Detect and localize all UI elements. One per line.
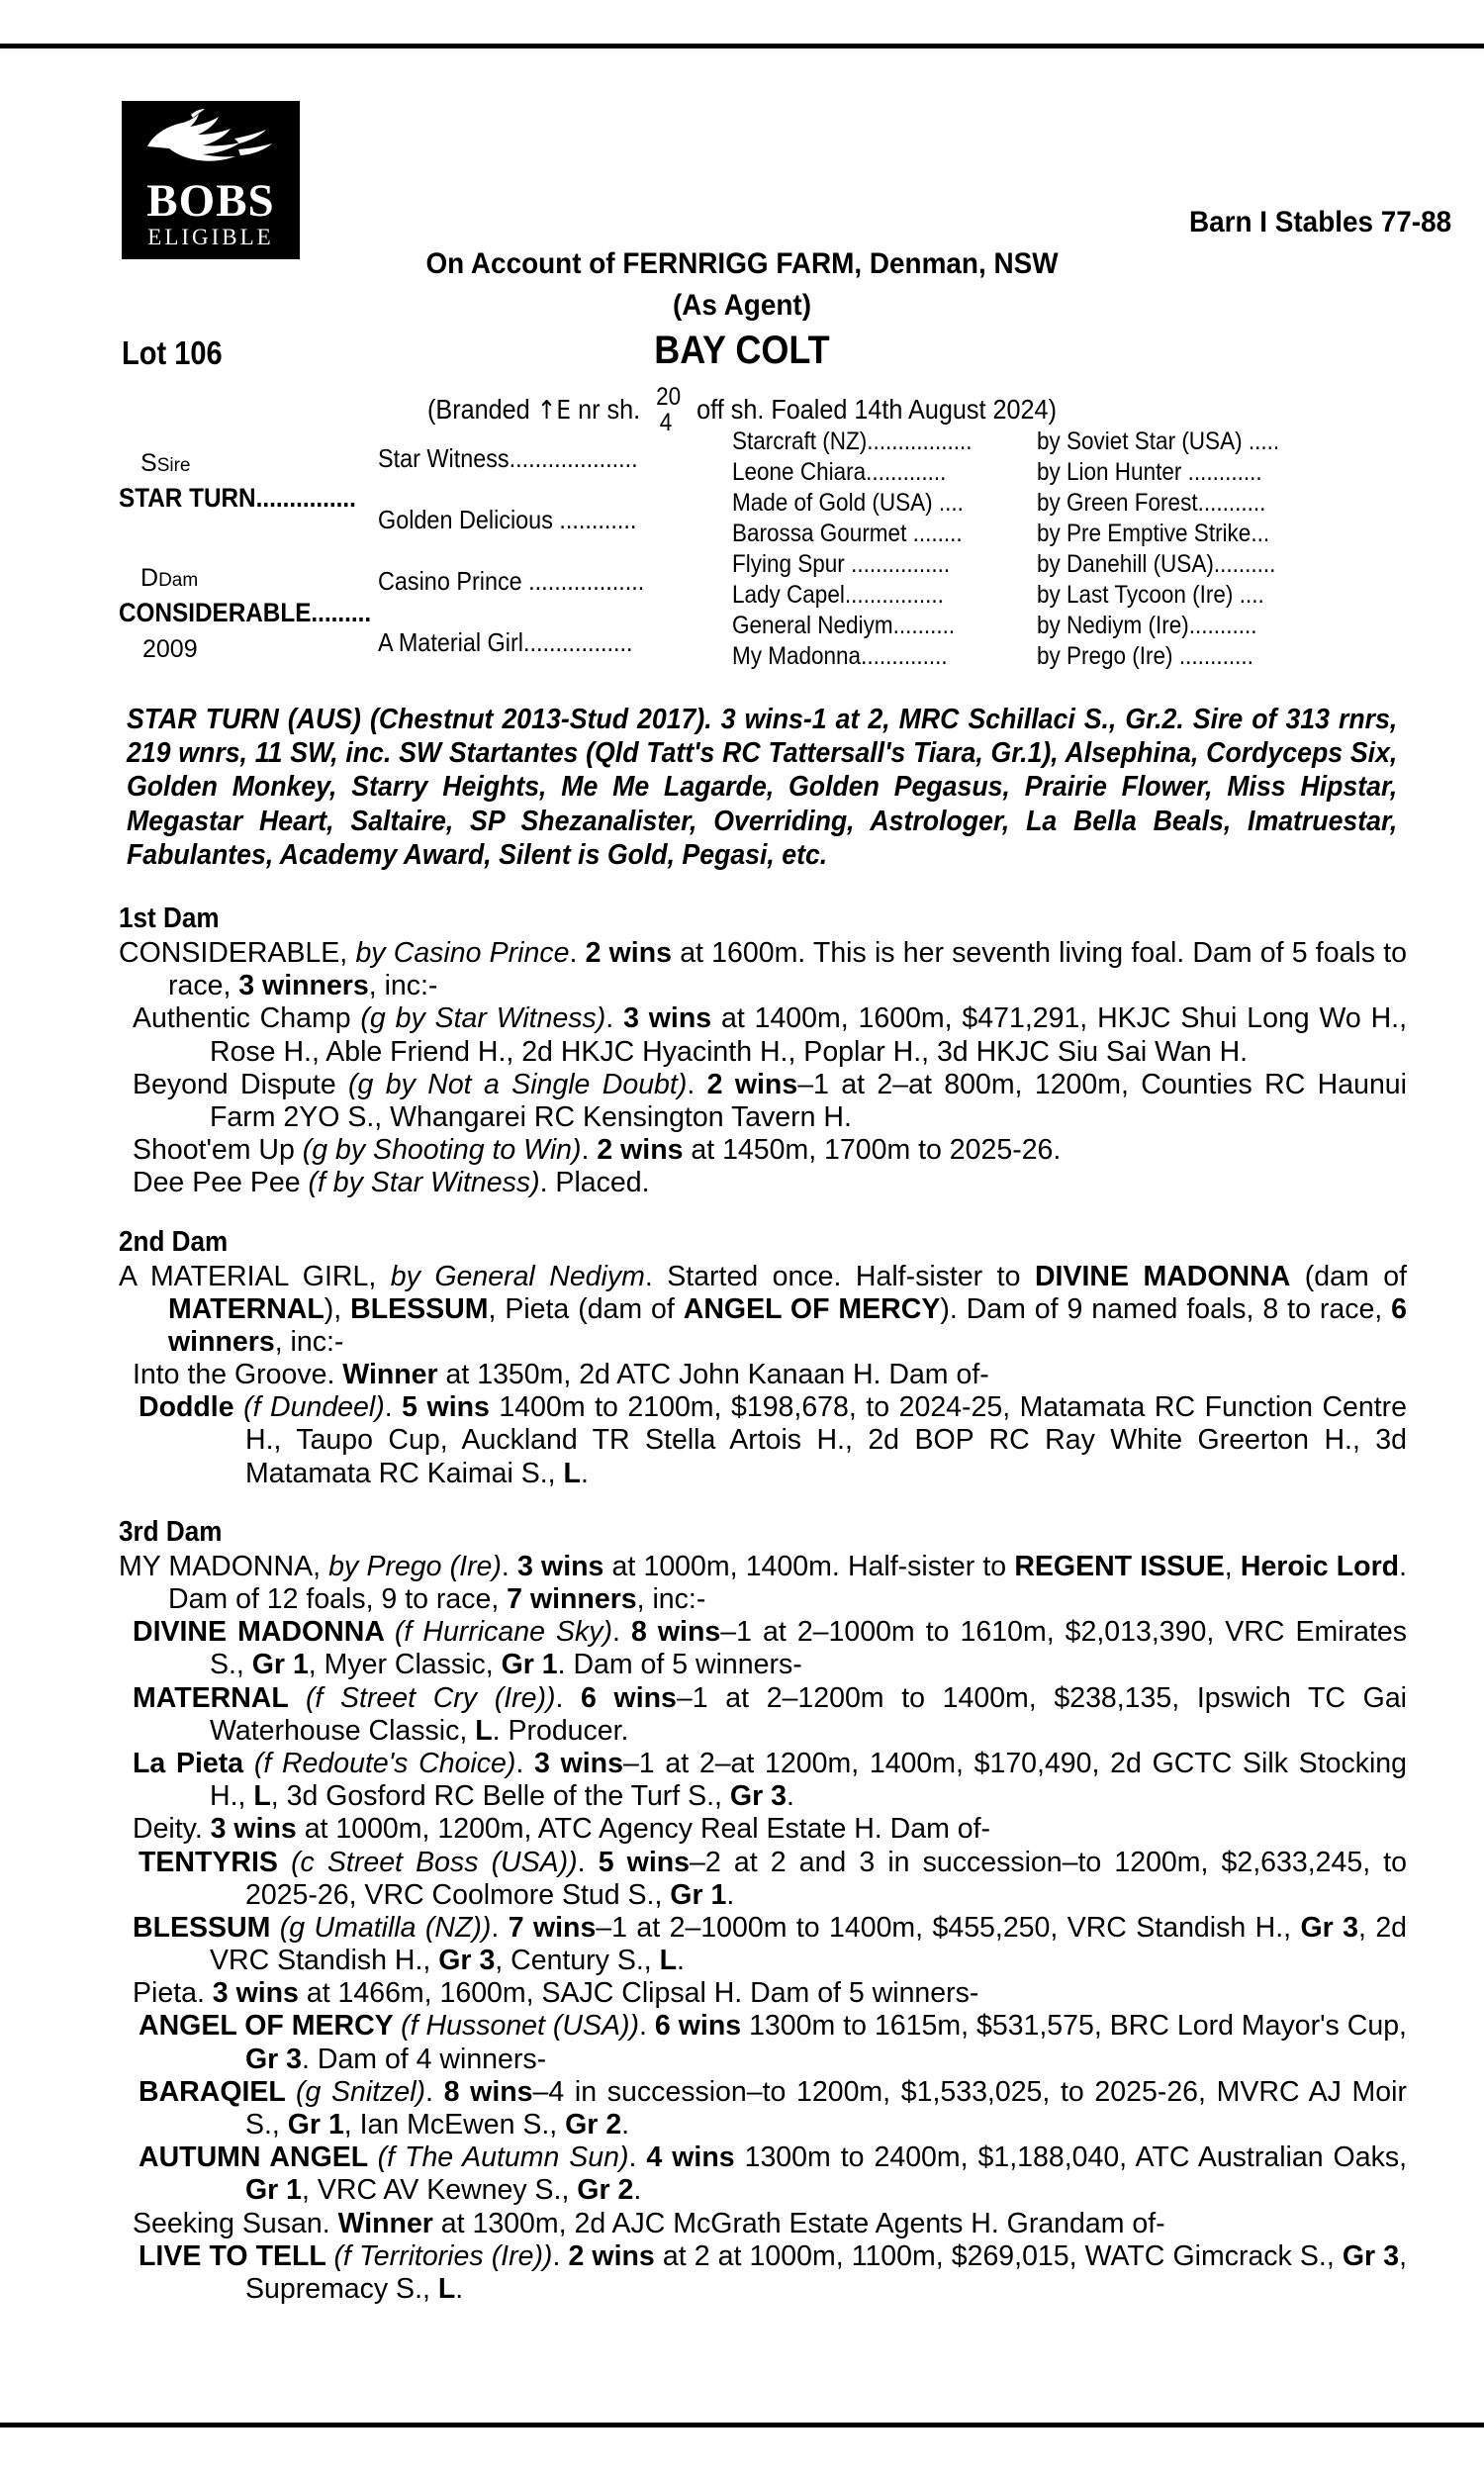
entry-text: , Supremacy S., bbox=[245, 2239, 1407, 2305]
gen3-name: General Nediym bbox=[732, 612, 893, 639]
gen3-entry bbox=[732, 458, 970, 487]
emphasis-bold: L bbox=[659, 1945, 678, 1977]
gen3-dots: ............. bbox=[866, 458, 947, 486]
barn-stables-label: Barn I Stables 77-88 bbox=[1188, 206, 1451, 238]
pedigree-entry bbox=[119, 1359, 1407, 1391]
entry-text: , Ian McEwen S., bbox=[343, 2109, 566, 2141]
pedigree-entry bbox=[119, 1912, 1407, 1977]
emphasis-bold: L bbox=[437, 2272, 456, 2305]
emphasis-bold: DIVINE MADONNA bbox=[133, 1616, 395, 1649]
entry-text: . bbox=[633, 2174, 642, 2207]
entry-text: Deity. bbox=[133, 1813, 211, 1846]
gen2-dots: .................... bbox=[509, 443, 638, 473]
entry-text: , 2d VRC Standish H., bbox=[210, 1911, 1408, 1977]
emphasis-bold: L bbox=[475, 1714, 493, 1747]
page-title: BAY COLT bbox=[654, 329, 830, 372]
emphasis-italic: (f Hurricane Sky) bbox=[394, 1616, 612, 1649]
entry-text: Authentic Champ bbox=[133, 1002, 361, 1035]
entry-text: 1300m to 1615m, $531,575, BRC Lord Mayor's Cup, bbox=[741, 2010, 1407, 2043]
emphasis-bold: Gr 1 bbox=[245, 2174, 303, 2207]
entry-text: . bbox=[552, 2239, 569, 2272]
emphasis-italic: (f The Autumn Sun) bbox=[377, 2141, 629, 2174]
emphasis-bold: 3 wins bbox=[210, 1813, 297, 1846]
pedigree-entry bbox=[119, 1391, 1407, 1490]
gen2-entry bbox=[378, 627, 661, 658]
gen3-dots: ................ bbox=[844, 581, 944, 609]
entry-text: at 1300m, 2d AJC McGrath Estate Agents H. Grandam of- bbox=[432, 2207, 1165, 2239]
pedigree-entry bbox=[119, 1977, 1407, 2010]
pedigree-entry bbox=[119, 1261, 1407, 1360]
entry-text: , VRC AV Kewney S., bbox=[302, 2174, 578, 2207]
emphasis-bold: Gr 2 bbox=[565, 2109, 622, 2141]
entry-text: . bbox=[621, 2109, 630, 2141]
emphasis-italic: (f Street Cry (Ire)) bbox=[305, 1681, 556, 1714]
gen3-name: Leone Chiara bbox=[732, 458, 867, 486]
page-header bbox=[0, 59, 1484, 436]
sire-summary: STAR TURN (AUS) (Chestnut 2013-Stud 2017). 3 wins-1 at 2, MRC Schillaci S., Gr.2. Sire of 313 rnrs, 219 wnrs, 11 SW, inc. SW Startantes (Qld Tatt's RC Tattersall's Tiara, Gr.1), Alsephina, Cordyceps Six, Golden Monkey, Starry Heights, Me Me Lagarde, Golden Pegasus, Prairie Flower, Miss Hipstar, Megastar Heart, Saltaire, SP Shezanalister, Overriding, Astrologer, La Bella Beals, Imatruestar, Fabulantes, Academy Award, Silent is Gold, Pegasi, etc. bbox=[127, 704, 1398, 871]
dam-heading: 1st Dam bbox=[119, 903, 220, 934]
emphasis-bold: 3 wins bbox=[517, 1550, 604, 1582]
gen3-by-name: by Nediym (Ire) bbox=[1037, 612, 1189, 639]
emphasis-bold: 2 wins bbox=[597, 1134, 684, 1167]
gen3-by-dots: ........... bbox=[1188, 612, 1257, 639]
emphasis-bold: Gr 2 bbox=[577, 2174, 634, 2207]
gen3-by-name: by Pre Emptive Strike bbox=[1037, 520, 1252, 547]
pedigree-entry bbox=[119, 2141, 1407, 2207]
pedigree-table bbox=[0, 428, 1484, 690]
entry-text: , inc:- bbox=[368, 970, 438, 1002]
emphasis-bold: AUTUMN ANGEL bbox=[139, 2141, 378, 2174]
entry-text: ), bbox=[324, 1292, 351, 1325]
entry-text: MY MADONNA, bbox=[119, 1550, 329, 1582]
gen3-dots: ................ bbox=[851, 550, 951, 578]
entry-text: . bbox=[425, 2075, 444, 2108]
brand-mark-glyph: ↑E bbox=[536, 395, 572, 426]
emphasis-bold: 4 wins bbox=[646, 2141, 735, 2174]
gen2-entry bbox=[378, 566, 674, 597]
pedigree-entry bbox=[119, 1813, 1407, 1846]
horse-head-icon bbox=[139, 109, 283, 180]
gen3-by-name: by Last Tycoon (Ire) bbox=[1037, 581, 1234, 609]
pedigree-entry bbox=[119, 1069, 1407, 1134]
emphasis-bold: 5 wins bbox=[402, 1391, 490, 1424]
sire-name-row bbox=[119, 485, 383, 512]
entry-text: . bbox=[555, 1681, 582, 1714]
pedigree-entry bbox=[119, 2076, 1407, 2141]
entry-text: . bbox=[611, 1616, 631, 1649]
emphasis-italic: by General Nediym bbox=[390, 1260, 645, 1292]
sire-label: SSire bbox=[140, 449, 191, 477]
dam-heading: 2nd Dam bbox=[119, 1225, 229, 1258]
branding-suffix: off sh. Foaled 14th August 2024) bbox=[696, 393, 1057, 425]
entry-text: . bbox=[726, 1878, 735, 1911]
gen3-by-entry bbox=[1037, 612, 1281, 640]
gen3-by-entry bbox=[1037, 520, 1295, 548]
emphasis-bold: 3 winners bbox=[238, 970, 369, 1002]
emphasis-bold: BARAQIEL bbox=[139, 2075, 296, 2108]
entry-text: –4 in succession–to 1200m, $1,533,025, to 2025-26, MVRC AJ Moir S., bbox=[245, 2075, 1407, 2141]
emphasis-bold: Gr 1 bbox=[670, 1878, 727, 1911]
emphasis-bold: La Pieta bbox=[133, 1747, 254, 1779]
gen3-entry bbox=[732, 520, 987, 548]
emphasis-bold: Winner bbox=[337, 2207, 433, 2239]
entry-text: , 3d Gosford RC Belle of the Turf S., bbox=[270, 1780, 730, 1813]
entry-text: . Placed. bbox=[539, 1167, 650, 1199]
entry-text: at 1000m, 1400m. Half-sister to bbox=[603, 1550, 1015, 1582]
pedigree-entry bbox=[119, 1002, 1407, 1068]
gen2-dots: ................. bbox=[522, 627, 633, 657]
emphasis-bold: LIVE TO TELL bbox=[139, 2239, 334, 2272]
entry-text: at 1000m, 1200m, ATC Agency Real Estate H. Dam of- bbox=[296, 1813, 990, 1846]
emphasis-italic: (f by Star Witness) bbox=[308, 1167, 540, 1199]
logo-sub-text: ELIGIBLE bbox=[147, 225, 274, 249]
brand-fraction-numerator: 20 bbox=[656, 383, 682, 411]
entry-text: . bbox=[628, 2141, 647, 2174]
lot-number: Lot 106 bbox=[122, 334, 223, 371]
emphasis-italic: (g by Star Witness) bbox=[360, 1002, 606, 1035]
gen3-by-entry bbox=[1037, 458, 1287, 487]
emphasis-bold: Gr 3 bbox=[245, 2043, 303, 2075]
dam-label-text: Dam bbox=[158, 570, 199, 591]
entry-text: , Century S., bbox=[495, 1945, 660, 1977]
gen3-by-dots: ..... bbox=[1248, 428, 1280, 455]
gen3-by-name: by Prego (Ire) bbox=[1037, 642, 1173, 670]
sire-name: STAR TURN bbox=[119, 483, 256, 513]
gen3-by-name: by Danehill (USA) bbox=[1037, 550, 1214, 578]
entry-text: Beyond Dispute bbox=[133, 1068, 349, 1100]
entry-text: –1 at 2–1000m to 1610m, $2,013,390, VRC Emirates S., bbox=[210, 1616, 1407, 1681]
entry-text: –1 at 2–1000m to 1400m, $455,250, VRC Standish H., bbox=[596, 1911, 1301, 1944]
emphasis-bold: REGENT ISSUE bbox=[1014, 1550, 1225, 1582]
brand-fraction-denominator: 4 bbox=[659, 408, 673, 436]
gen3-by-entry bbox=[1037, 489, 1291, 518]
gen3-dots: ................. bbox=[867, 428, 973, 455]
as-agent-line: (As Agent) bbox=[672, 289, 811, 322]
entry-text: , inc:- bbox=[274, 1325, 344, 1358]
gen3-name: Made of Gold (USA) bbox=[732, 489, 933, 517]
gen3-by-dots: .... bbox=[1239, 581, 1264, 609]
dam-heading: 3rd Dam bbox=[119, 1515, 223, 1548]
pedigree-entry bbox=[119, 937, 1407, 1002]
entry-text: at 2 at 1000m, 1100m, $269,015, WATC Gimcrack S., bbox=[654, 2239, 1343, 2272]
gen3-dots: .............. bbox=[861, 642, 948, 670]
emphasis-bold: MATERNAL bbox=[133, 1681, 306, 1714]
entry-text: Shoot'em Up bbox=[133, 1134, 303, 1167]
entry-text: . bbox=[581, 1134, 598, 1167]
emphasis-bold: DIVINE MADONNA bbox=[1034, 1260, 1291, 1292]
gen2-dots: ............ bbox=[559, 505, 637, 534]
section-spacer bbox=[119, 1490, 1407, 1516]
gen3-by-entry bbox=[1037, 550, 1302, 579]
branding-prefix: (Branded bbox=[427, 393, 530, 425]
emphasis-bold: 8 wins bbox=[443, 2075, 533, 2108]
entry-text: A MATERIAL GIRL, bbox=[119, 1260, 391, 1292]
entry-text: at 1600m. This is her seventh living foal. Dam of 5 foals to race, bbox=[168, 937, 1407, 1002]
gen3-by-entry bbox=[1037, 581, 1289, 610]
entry-text: , Pieta (dam of bbox=[488, 1292, 684, 1325]
bobs-eligible-logo bbox=[122, 101, 300, 259]
emphasis-bold: Gr 1 bbox=[287, 2109, 344, 2141]
gen3-by-name: by Green Forest bbox=[1037, 489, 1198, 517]
gen3-entry bbox=[732, 428, 999, 456]
emphasis-bold: Gr 3 bbox=[438, 1945, 496, 1977]
emphasis-italic: (f Territories (Ire)) bbox=[333, 2239, 553, 2272]
entry-text: Into the Groove. bbox=[133, 1359, 343, 1391]
sire-label-text: Sire bbox=[156, 455, 191, 476]
pedigree-entry bbox=[119, 2208, 1407, 2240]
entry-text: . bbox=[501, 1550, 517, 1582]
page-bottom-rule bbox=[0, 2423, 1484, 2427]
emphasis-bold: BLESSUM bbox=[133, 1911, 280, 1944]
entry-text: , Myer Classic, bbox=[308, 1649, 502, 1681]
gen3-dots: .... bbox=[938, 489, 964, 517]
emphasis-bold: Winner bbox=[342, 1359, 438, 1391]
entry-text: at 1400m, 1600m, $471,291, HKJC Shui Long Wo H., Rose H., Able Friend H., 2d HKJC Hyacinth H., Poplar H., 3d HKJC Siu Sai Wan H. bbox=[210, 1002, 1407, 1068]
entry-text: CONSIDERABLE, bbox=[119, 937, 356, 969]
emphasis-bold: 3 wins bbox=[534, 1747, 623, 1779]
pedigree-entry bbox=[119, 1748, 1407, 1813]
entry-text: at 1466m, 1600m, SAJC Clipsal H. Dam of 5 winners- bbox=[298, 1977, 979, 2010]
gen3-entry bbox=[732, 581, 968, 610]
gen3-dots: ........ bbox=[912, 520, 963, 547]
dam-year: 2009 bbox=[142, 635, 198, 663]
pedigree-entry bbox=[119, 2240, 1407, 2306]
gen3-dots: .......... bbox=[892, 612, 956, 639]
entry-text: Seeking Susan. bbox=[133, 2207, 338, 2239]
emphasis-bold: MATERNAL bbox=[168, 1292, 325, 1325]
gen3-name: Starcraft (NZ) bbox=[732, 428, 868, 455]
emphasis-italic: (f Redoute's Choice) bbox=[253, 1747, 516, 1779]
emphasis-bold: 7 wins bbox=[508, 1911, 597, 1944]
pedigree-entry bbox=[119, 1134, 1407, 1167]
emphasis-bold: 6 wins bbox=[654, 2010, 742, 2043]
entry-text: . bbox=[605, 1002, 624, 1035]
pedigree-entry bbox=[119, 2010, 1407, 2075]
gen2-name: Golden Delicious bbox=[378, 505, 553, 534]
entry-text: . bbox=[786, 1780, 794, 1813]
emphasis-bold: 2 wins bbox=[568, 2239, 655, 2272]
gen3-by-name: by Lion Hunter bbox=[1037, 458, 1182, 486]
entry-text: . Dam of 12 foals, 9 to race, bbox=[168, 1550, 1407, 1615]
emphasis-bold: Gr 3 bbox=[1342, 2239, 1400, 2272]
emphasis-bold: 6 wins bbox=[581, 1681, 677, 1714]
emphasis-bold: ANGEL OF MERCY bbox=[139, 2010, 402, 2043]
gen2-name: A Material Girl bbox=[378, 627, 523, 657]
emphasis-bold: 3 wins bbox=[623, 1002, 712, 1035]
entry-text: . bbox=[580, 1457, 589, 1489]
emphasis-bold: 5 wins bbox=[598, 1846, 691, 1878]
gen2-entry bbox=[378, 505, 665, 535]
emphasis-italic: (f Hussonet (USA)) bbox=[401, 2010, 639, 2043]
emphasis-bold: TENTYRIS bbox=[139, 1846, 292, 1878]
gen3-entry bbox=[732, 550, 974, 579]
entry-text: –1 at 2–at 1200m, 1400m, $170,490, 2d GCTC Silk Stocking H., bbox=[210, 1747, 1407, 1813]
dam-label: DDam bbox=[140, 564, 199, 592]
emphasis-bold: BLESSUM bbox=[350, 1292, 489, 1325]
entry-text: 1400m to 2100m, $198,678, to 2024-25, Matamata RC Function Centre H., Taupo Cup, Auckland TR Stella Artois H., 2d BOP RC Ray White Greerton H., 3d Matamata RC Kaimai S., bbox=[245, 1391, 1407, 1489]
gen3-entry bbox=[732, 642, 972, 671]
gen2-dots: .................. bbox=[528, 566, 645, 596]
emphasis-italic: (g by Not a Single Doubt) bbox=[348, 1068, 688, 1100]
pedigree-entry bbox=[119, 1167, 1407, 1199]
gen3-by-entry bbox=[1037, 642, 1277, 671]
emphasis-bold: L bbox=[253, 1780, 271, 1813]
dam-dots: ......... bbox=[311, 598, 372, 627]
section-spacer bbox=[119, 1200, 1407, 1226]
entry-text: , bbox=[1224, 1550, 1241, 1582]
entry-text: . bbox=[455, 2272, 464, 2305]
emphasis-bold: 6 winners bbox=[168, 1292, 1407, 1358]
entry-text: . bbox=[569, 937, 586, 969]
entry-text: . bbox=[384, 1391, 403, 1424]
emphasis-bold: Gr 1 bbox=[501, 1649, 558, 1681]
pedigree-entry bbox=[119, 1551, 1407, 1616]
pedigree-entry bbox=[119, 1682, 1407, 1748]
emphasis-bold: Gr 1 bbox=[251, 1649, 309, 1681]
entry-text: (dam of bbox=[1290, 1260, 1407, 1292]
emphasis-bold: 2 wins bbox=[706, 1068, 798, 1100]
gen3-by-dots: ............ bbox=[1178, 642, 1253, 670]
entry-text: , inc:- bbox=[636, 1583, 706, 1615]
emphasis-bold: 7 winners bbox=[507, 1583, 637, 1615]
emphasis-bold: ANGEL OF MERCY bbox=[683, 1292, 941, 1325]
gen2-name: Star Witness bbox=[378, 443, 510, 473]
gen2-entry bbox=[378, 443, 667, 474]
page-content bbox=[0, 59, 1484, 2305]
emphasis-bold: L bbox=[563, 1457, 581, 1489]
gen3-entry bbox=[732, 489, 989, 518]
entry-text: . bbox=[677, 1945, 685, 1977]
gen3-by-dots: ... bbox=[1251, 520, 1270, 547]
branding-near: nr sh. bbox=[578, 393, 641, 425]
account-line: On Account of FERNRIGG FARM, Denman, NSW bbox=[425, 247, 1059, 280]
emphasis-bold: Heroic Lord bbox=[1240, 1550, 1400, 1582]
emphasis-bold: Gr 3 bbox=[729, 1780, 787, 1813]
gen3-by-dots: ............ bbox=[1187, 458, 1262, 486]
gen3-by-dots: .......... bbox=[1213, 550, 1276, 578]
emphasis-bold: 8 wins bbox=[630, 1616, 721, 1649]
gen3-name: Flying Spur bbox=[732, 550, 845, 578]
entry-text: –1 at 2–1200m to 1400m, $238,135, Ipswich TC Gai Waterhouse Classic, bbox=[210, 1681, 1408, 1747]
emphasis-italic: (c Street Boss (USA)) bbox=[291, 1846, 578, 1878]
emphasis-italic: (g by Shooting to Win) bbox=[302, 1134, 582, 1167]
gen2-name: Casino Prince bbox=[378, 566, 522, 596]
dam-name: CONSIDERABLE bbox=[119, 598, 312, 627]
entry-text: . bbox=[515, 1747, 535, 1779]
entry-text: . Dam of 4 winners- bbox=[302, 2043, 547, 2075]
entry-text: Dee Pee Pee bbox=[133, 1167, 309, 1199]
entry-text: Pieta. bbox=[133, 1977, 213, 2010]
gen3-by-entry bbox=[1037, 428, 1306, 456]
sire-dots: ............... bbox=[255, 483, 356, 513]
gen3-entry bbox=[732, 612, 979, 640]
entry-text: –2 at 2 and 3 in succession–to 1200m, $2,633,245, to 2025-26, VRC Coolmore Stud S., bbox=[245, 1846, 1407, 1911]
entry-text: ). Dam of 9 named foals, 8 to race, bbox=[940, 1292, 1392, 1325]
emphasis-italic: (g Snitzel) bbox=[296, 2075, 426, 2108]
emphasis-bold: Doddle bbox=[139, 1391, 244, 1424]
entry-text: . bbox=[687, 1068, 707, 1100]
pedigree-narrative bbox=[119, 903, 1407, 2306]
pedigree-entry bbox=[119, 1847, 1407, 1912]
entry-text: . bbox=[639, 2010, 655, 2043]
entry-text: . Started once. Half-sister to bbox=[644, 1260, 1035, 1292]
gen3-by-dots: ........... bbox=[1197, 489, 1266, 517]
emphasis-italic: (g Umatilla (NZ)) bbox=[279, 1911, 492, 1944]
gen3-by-name: by Soviet Star (USA) bbox=[1037, 428, 1243, 455]
emphasis-italic: by Casino Prince bbox=[355, 937, 570, 969]
gen3-name: Barossa Gourmet bbox=[732, 520, 907, 547]
entry-text: . Dam of 5 winners- bbox=[557, 1649, 802, 1681]
entry-text: . bbox=[491, 1911, 509, 1944]
emphasis-bold: 3 wins bbox=[212, 1977, 299, 2010]
entry-text: . Producer. bbox=[492, 1714, 629, 1747]
gen3-name: My Madonna bbox=[732, 642, 862, 670]
dam-name-row bbox=[119, 600, 400, 626]
gen3-name: Lady Capel bbox=[732, 581, 845, 609]
entry-text: –1 at 2–at 800m, 1200m, Counties RC Haunui Farm 2YO S., Whangarei RC Kensington Tavern H. bbox=[210, 1068, 1407, 1133]
emphasis-bold: 2 wins bbox=[585, 937, 672, 969]
entry-text: . bbox=[577, 1846, 599, 1878]
entry-text: at 1450m, 1700m to 2025-26. bbox=[683, 1134, 1062, 1167]
page-top-rule bbox=[0, 44, 1484, 48]
logo-brand-text: BOBS bbox=[146, 175, 275, 227]
pedigree-entry bbox=[119, 1616, 1407, 1681]
entry-text: at 1350m, 2d ATC John Kanaan H. Dam of- bbox=[437, 1359, 989, 1391]
emphasis-bold: Gr 3 bbox=[1300, 1911, 1358, 1944]
emphasis-italic: by Prego (Ire) bbox=[328, 1550, 502, 1582]
entry-text: 1300m to 2400m, $1,188,040, ATC Australian Oaks, bbox=[734, 2141, 1407, 2174]
emphasis-italic: (f Dundeel) bbox=[243, 1391, 385, 1424]
